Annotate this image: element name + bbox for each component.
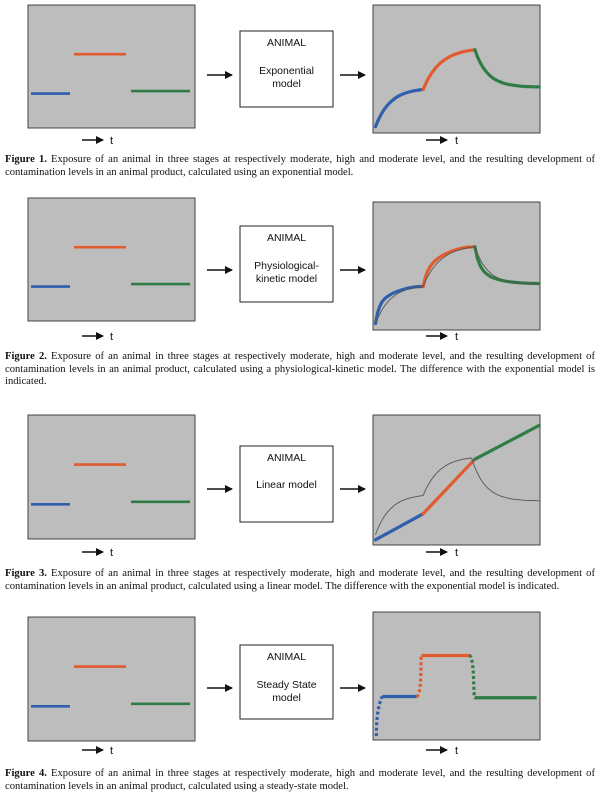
model-box-name-line-1: Exponential <box>259 65 314 77</box>
figure-caption-2 <box>5 351 595 389</box>
figure-1 <box>28 5 540 147</box>
exposure-panel <box>28 617 195 741</box>
caption-label: Figure 2. <box>5 351 47 362</box>
caption-label: Figure 1. <box>5 154 47 165</box>
contamination-panel <box>373 202 540 330</box>
model-box-name-line-1: Steady State <box>256 679 317 691</box>
time-axis-label-left: t <box>110 331 114 343</box>
model-box-title: ANIMAL <box>266 452 307 464</box>
figure-caption-3 <box>5 568 595 593</box>
caption-text: Exposure of an animal in three stages at respectively moderate, high and moderate level, and the resulting development of contamination levels in an animal product, calculated using a linear model. The difference with the exponential model is indicated. <box>5 568 595 592</box>
figure-caption-1 <box>5 154 595 179</box>
time-axis-label-left: t <box>110 547 114 559</box>
time-axis-label-right: t <box>455 547 459 559</box>
time-axis-label-right: t <box>455 745 459 757</box>
caption-label: Figure 3. <box>5 568 47 579</box>
model-box-name-line-2: model <box>272 692 301 704</box>
caption-text: Exposure of an animal in three stages at respectively moderate, high and moderate level, and the resulting development of contamination levels in an animal product, calculated using an exponential model. <box>5 154 595 178</box>
model-box-name-line-2: model <box>272 78 301 90</box>
time-axis-label-left: t <box>110 135 114 147</box>
model-box-name-line-1: Physiological- <box>254 260 319 272</box>
figure-4 <box>28 612 540 757</box>
model-box-name-line-2: kinetic model <box>255 273 318 285</box>
contamination-panel <box>373 5 540 133</box>
time-axis-label-left: t <box>110 745 114 757</box>
time-axis-label-right: t <box>455 331 459 343</box>
model-box-name-line-1: Linear model <box>256 479 317 491</box>
contamination-panel <box>373 612 540 740</box>
exposure-panel <box>28 415 195 539</box>
caption-label: Figure 4. <box>5 768 47 779</box>
figure-2 <box>28 198 540 343</box>
model-box-title: ANIMAL <box>266 651 307 663</box>
figure-3 <box>28 415 540 559</box>
exposure-panel <box>28 5 195 128</box>
caption-text: Exposure of an animal in three stages at respectively moderate, high and moderate level, and the resulting development of contamination levels in an animal product, calculated using a physiological-kinetic model. The difference with the exponential model is indicated. <box>5 351 595 387</box>
model-box-title: ANIMAL <box>266 37 307 49</box>
exposure-panel <box>28 198 195 321</box>
time-axis-label-right: t <box>455 135 459 147</box>
model-box-title: ANIMAL <box>266 232 307 244</box>
figure-caption-4 <box>5 768 595 793</box>
caption-text: Exposure of an animal in three stages at respectively moderate, high and moderate level, and the resulting development of contamination levels in an animal product, calculated using a steady-state model. <box>5 768 595 792</box>
